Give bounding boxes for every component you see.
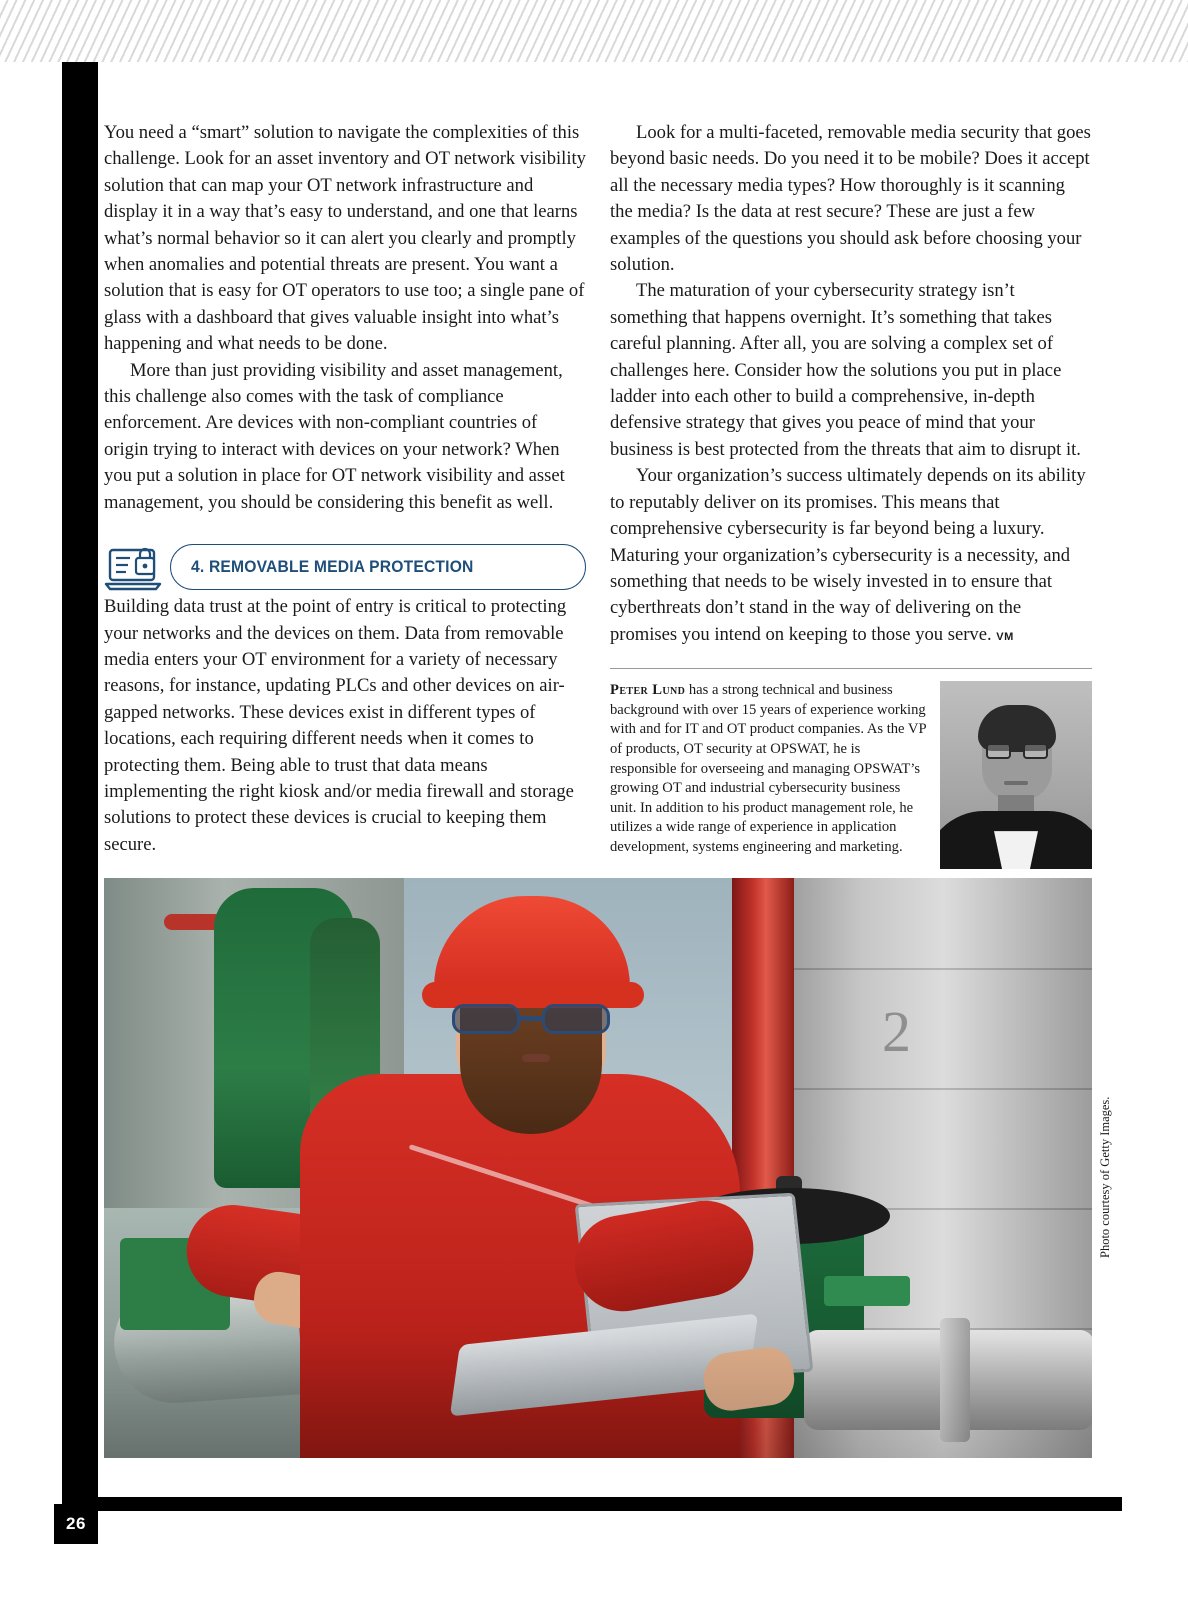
page-left-spine [62,62,98,1544]
photo-bottom-shading [104,1338,1092,1458]
bio-author-description: has a strong technical and business background with over 15 years of experience working with and for IT and OT product companies. As the VP of products, OT security at OPSWAT, he is responsible for overseeing and managing OPSWAT’s growing OT and industrial cybersecurity business unit. In addition to his product management role, he utilizes a wide range of experience in application development, systems engineering and marketing. [610,682,927,855]
photo-worker-safety-glasses [452,1004,610,1034]
bio-text [610,681,928,857]
end-of-article-mark: VM [996,630,1014,643]
photo-credit: Photo courtesy of Getty Images. [1098,1096,1112,1258]
section-heading [104,544,586,594]
paragraph: More than just providing visibility and asset management, this challenge also comes with the task of compliance enforcement. Are devices with non-compliant countries of origin trying to interact with devices on your network? When you put a solution in place for OT network visibility and asset management, you should be considering this benefit as well. [104,359,565,513]
bio-author-name: Peter Lund [610,682,686,699]
bio-divider [610,668,1092,669]
column-right [610,120,1092,893]
paragraph: You need a “smart” solution to navigate the complexities of this challenge. Look for an asset inventory and OT network visibility solution that can map your OT network infrastructure and display it in a way that’s easy to understand, and one that learns what’s normal behavior so it can alert you clearly and promptly when anomalies and potential threats are present. You want a solution that is easy for OT operators to use too; a single pane of glass with a dashboard that gives valuable insight into what’s happening and what needs to be done. [104,122,586,355]
photo-tank-number: 2 [882,999,911,1064]
paragraph: Look for a multi-faceted, removable media security that goes beyond basic needs. Do you need it to be mobile? Does it accept all the necessary media types? How thoroughly is it scanning the media? Is the data at rest secure? These are just a few examples of the questions you should ask before choosing your solution. [610,122,1091,276]
column-left [104,120,586,858]
article-photo [104,878,1092,1458]
photo-worker-mouth [522,1054,550,1062]
section-heading-pill [170,544,586,590]
laptop-lock-icon [104,544,166,592]
paragraph-final [610,463,1092,650]
author-bio [610,681,1092,893]
page-top-hatch-band [0,0,1188,62]
paragraph: The maturation of your cybersecurity strategy isn’t something that happens overnight. It’s something that takes careful planning. After all, you are solving a complex set of challenges here. Consider how the solutions you put in place ladder into each other to build a comprehensive, in-depth defensive strategy that gives you peace of mind that your business is best protected from the threats that aim to disrupt it. [610,280,1081,460]
avatar [940,681,1092,869]
section-heading-label: 4. REMOVABLE MEDIA PROTECTION [191,557,474,577]
page-number: 26 [54,1504,98,1544]
paragraph: Building data trust at the point of entry is critical to protecting your networks and the devices on them. Data from removable media enters your OT environment for a variety of necessary reasons, for instance, updating PLCs and other devices on air-gapped networks. These devices exist in different types of locations, each requiring different needs when it comes to protecting them. Being able to trust that data means implementing the right kiosk and/or media firewall and storage solutions to protect these devices is crucial to keeping them secure. [104,596,574,855]
paragraph-text: Your organization’s success ultimately depends on its ability to reputably deliver on its promises. This means that comprehensive cybersecurity is far beyond being a luxury. Maturing your organization’s cybersecurity is a necessity, and something that needs to be wisely invested in to ensure that cyberthreats don’t stand in the way of delivering on the promises you intend on keeping to those you serve. [610,465,1086,645]
page-footer-bar [62,1497,1122,1511]
photo-equipment-label [824,1276,910,1306]
page-bottom-margin [0,1544,1188,1602]
